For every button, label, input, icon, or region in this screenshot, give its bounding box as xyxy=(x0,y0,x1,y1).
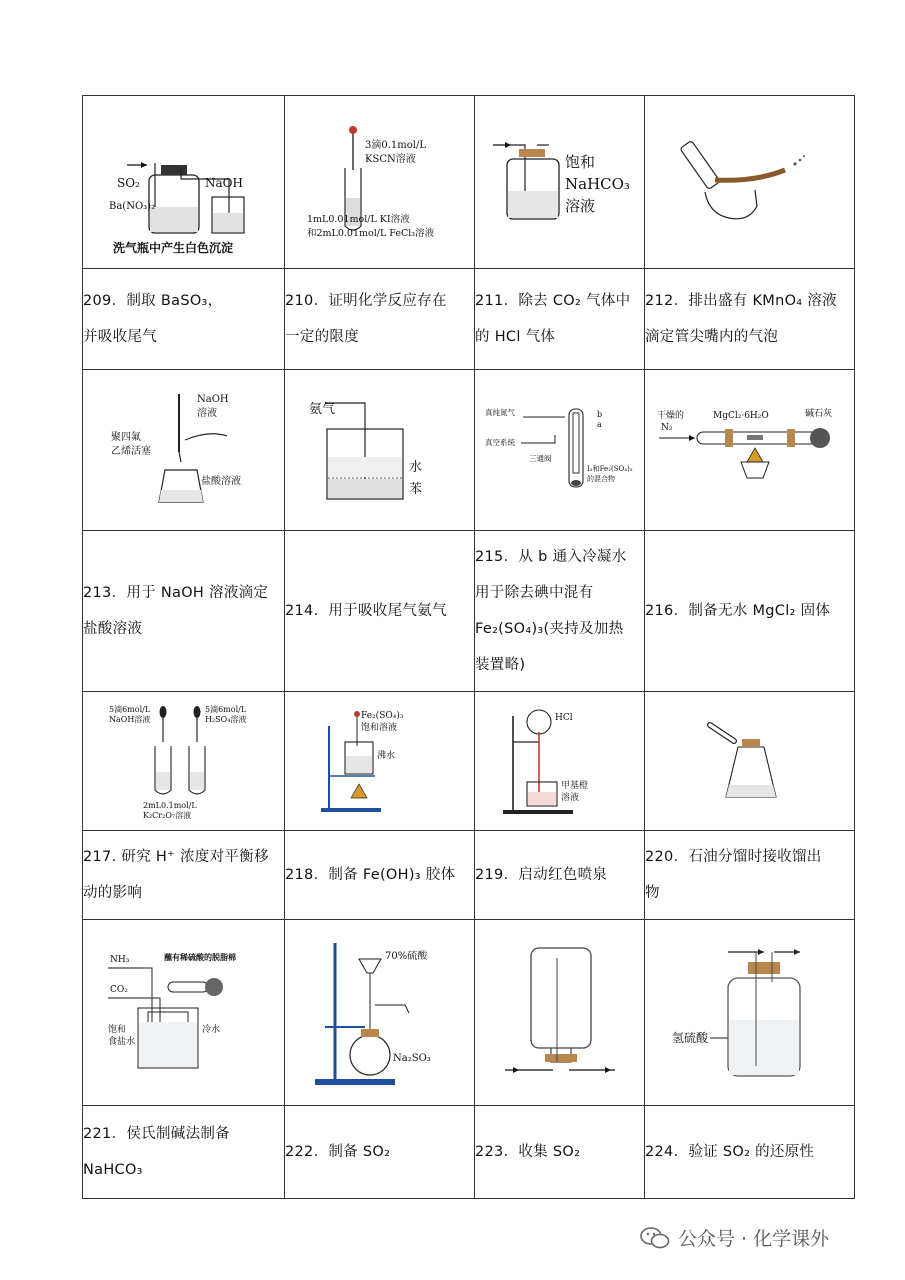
figure-cell-216 xyxy=(645,370,855,531)
ammonia-absorption-diagram xyxy=(305,395,455,505)
caption-214: 214．用于吸收尾气氨气 xyxy=(285,531,475,692)
figure-label: 5滴6mol/L xyxy=(108,705,150,714)
figure-label: 饱和溶液 xyxy=(360,723,397,733)
figure-label: 3滴0.1mol/L xyxy=(364,140,426,151)
figure-label: 沸水 xyxy=(376,751,395,761)
hand-icon xyxy=(705,190,757,219)
figure-label: 5滴6mol/L xyxy=(204,705,246,714)
dichromate-equilibrium-diagram xyxy=(109,702,259,820)
figure-label: 碱石灰 xyxy=(804,409,832,419)
figure-cell-224 xyxy=(645,920,855,1106)
figure-cell-219 xyxy=(475,692,645,831)
figure-label: SO₂ xyxy=(116,176,140,190)
cotton-plug-icon xyxy=(205,978,223,996)
arrow-head-icon xyxy=(141,162,147,168)
figure-label: 饱和 xyxy=(564,153,595,171)
caption-220: 220．石油分馏时接收馏出 物 xyxy=(645,831,855,920)
figure-label: 的混合物 xyxy=(586,475,615,483)
caption-209: 209．制取 BaSO₃， 并吸收尾气 xyxy=(83,269,285,370)
caption-row xyxy=(83,531,855,692)
figure-cell-220 xyxy=(645,692,855,831)
caption-222: 222．制备 SO₂ xyxy=(285,1106,475,1199)
figure-label: 食盐水 xyxy=(107,1036,135,1047)
dropper-bulb-icon xyxy=(354,711,360,717)
dropper-bulb-icon xyxy=(159,706,166,718)
figure-label: KSCN溶液 xyxy=(364,154,416,165)
figure-label: 溶液 xyxy=(560,793,579,803)
figure-cell-210 xyxy=(285,96,475,269)
caption-219: 219．启动红色喷泉 xyxy=(475,831,645,920)
figure-cell-217 xyxy=(83,692,285,831)
washing-bottle-nahco3-diagram xyxy=(485,127,635,237)
figure-row xyxy=(83,370,855,531)
red-fountain-diagram xyxy=(495,702,625,820)
apparatus-table xyxy=(82,95,855,1199)
figure-cell-209 xyxy=(83,96,285,269)
figure-label: 苯 xyxy=(408,482,422,497)
figure-label: 乙烯活塞 xyxy=(110,446,151,457)
figure-label: 盐酸溶液 xyxy=(200,476,241,487)
dropper-bulb-icon xyxy=(349,126,357,134)
mgcl2-dehydration-diagram xyxy=(655,400,845,500)
figure-label: 和2mL0.01mol/L FeCl₃溶液 xyxy=(306,228,434,239)
caption-211: 211．除去 CO₂ 气体中 的 HCl 气体 xyxy=(475,269,645,370)
caption-216: 216．制备无水 MgCl₂ 固体 xyxy=(645,531,855,692)
figure-label: K₂Cr₂O₇溶液 xyxy=(142,811,191,820)
caption-212: 212．排出盛有 KMnO₄ 溶液 滴定管尖嘴内的气泡 xyxy=(645,269,855,370)
figure-label: 溶液 xyxy=(564,197,595,215)
figure-label: H₂SO₄溶液 xyxy=(204,715,246,724)
figure-cell-211 xyxy=(475,96,645,269)
footer-text: 公众号 · 化学课外 xyxy=(678,1228,830,1250)
figure-label: 蘸有稀硫酸的脱脂棉 xyxy=(163,951,236,962)
figure-label: NaOH溶液 xyxy=(108,715,150,724)
rubber-tube-icon xyxy=(715,170,785,180)
caption-210: 210．证明化学反应存在 一定的限度 xyxy=(285,269,475,370)
figure-label: CO₂ xyxy=(109,984,128,995)
hou-process-diagram xyxy=(104,948,264,1078)
figure-label: NaOH xyxy=(196,394,229,405)
burette-bubble-removal-diagram xyxy=(685,132,815,232)
figure-label: 饱和 xyxy=(107,1024,126,1035)
fe-oh3-colloid-diagram xyxy=(315,706,445,816)
figure-label: NH₃ xyxy=(109,954,129,965)
figure-label: 氢硫酸 xyxy=(671,1030,708,1045)
figure-cell-223 xyxy=(475,920,645,1106)
titration-diagram xyxy=(109,390,259,510)
figure-cell-213 xyxy=(83,370,285,531)
caption-row xyxy=(83,831,855,920)
caption-223: 223．收集 SO₂ xyxy=(475,1106,645,1199)
sublimation-diagram xyxy=(485,395,635,505)
figure-label: 甲基橙 xyxy=(560,781,588,791)
caption-row xyxy=(83,269,855,370)
figure-cell-212 xyxy=(645,96,855,269)
caption-221: 221．侯氏制碱法制备 NaHCO₃ xyxy=(83,1106,285,1199)
figure-label: 干燥的 xyxy=(656,411,684,421)
flame-icon xyxy=(351,784,367,798)
caption-215: 215．从 b 通入冷凝水 用于除去碘中混有 Fe₂(SO₄)₃(夹持及加热 装置略) xyxy=(475,531,645,692)
figure-label: 真纯氮气 xyxy=(484,408,515,417)
so2-collection-bottle-diagram xyxy=(495,938,625,1088)
figure-label: Fe₂(SO₄)₃ xyxy=(360,711,403,721)
soda-lime-icon xyxy=(810,428,830,448)
figure-label: MgCl₂·6H₂O xyxy=(712,411,769,421)
distillation-receiver-diagram xyxy=(690,711,810,811)
figure-label: 1mL0.01mol/L KI溶液 xyxy=(306,214,410,225)
figure-label: 水 xyxy=(408,460,422,475)
figure-label: Na₂SO₃ xyxy=(392,1052,431,1064)
figure-label: 溶液 xyxy=(196,408,217,419)
gas-washing-bottle-diagram xyxy=(108,127,259,255)
watermark-footer xyxy=(640,1224,829,1251)
figure-cell-214 xyxy=(285,370,475,531)
figure-row xyxy=(83,920,855,1106)
figure-cell-215 xyxy=(475,370,645,531)
figure-label: 聚四氟 xyxy=(110,432,141,443)
figure-label: 氨气 xyxy=(308,402,335,417)
test-tube-kscn-diagram xyxy=(305,122,455,242)
figure-label: 冷水 xyxy=(201,1024,220,1035)
figure-caption-text: 洗气瓶中产生白色沉淀 xyxy=(112,241,233,255)
dropper-bulb-icon xyxy=(193,706,200,718)
caption-217: 217. 研究 H⁺ 浓度对平衡移 动的影响 xyxy=(83,831,285,920)
figure-label: 真空系统 xyxy=(484,438,515,447)
caption-224: 224．验证 SO₂ 的还原性 xyxy=(645,1106,855,1199)
wechat-icon xyxy=(640,1227,670,1249)
hand-icon xyxy=(185,434,227,440)
figure-cell-218 xyxy=(285,692,475,831)
so2-generator-diagram xyxy=(305,933,455,1093)
figure-cell-222 xyxy=(285,920,475,1106)
figure-label: b xyxy=(596,410,602,419)
h2s-washing-bottle-diagram xyxy=(670,938,830,1088)
figure-label: HCl xyxy=(554,713,573,723)
flame-icon xyxy=(747,448,763,462)
caption-218: 218．制备 Fe(OH)₃ 胶体 xyxy=(285,831,475,920)
figure-label: NaOH xyxy=(204,176,243,190)
figure-label: 2mL0.1mol/L xyxy=(142,801,197,810)
figure-label: 三通阀 xyxy=(528,454,551,463)
figure-label: N₂ xyxy=(660,423,672,433)
figure-row xyxy=(83,96,855,269)
caption-row xyxy=(83,1106,855,1199)
figure-label: NaHCO₃ xyxy=(564,175,630,193)
figure-label: Ba(NO₃)₂ xyxy=(108,201,155,212)
figure-row xyxy=(83,692,855,831)
caption-213: 213．用于 NaOH 溶液滴定 盐酸溶液 xyxy=(83,531,285,692)
figure-label: 70%硫酸 xyxy=(384,950,427,962)
arrow-head-icon xyxy=(505,142,511,148)
figure-label: a xyxy=(596,420,602,429)
figure-cell-221 xyxy=(83,920,285,1106)
figure-label: I₂和Fe₂(SO₄)₃ xyxy=(586,465,633,473)
